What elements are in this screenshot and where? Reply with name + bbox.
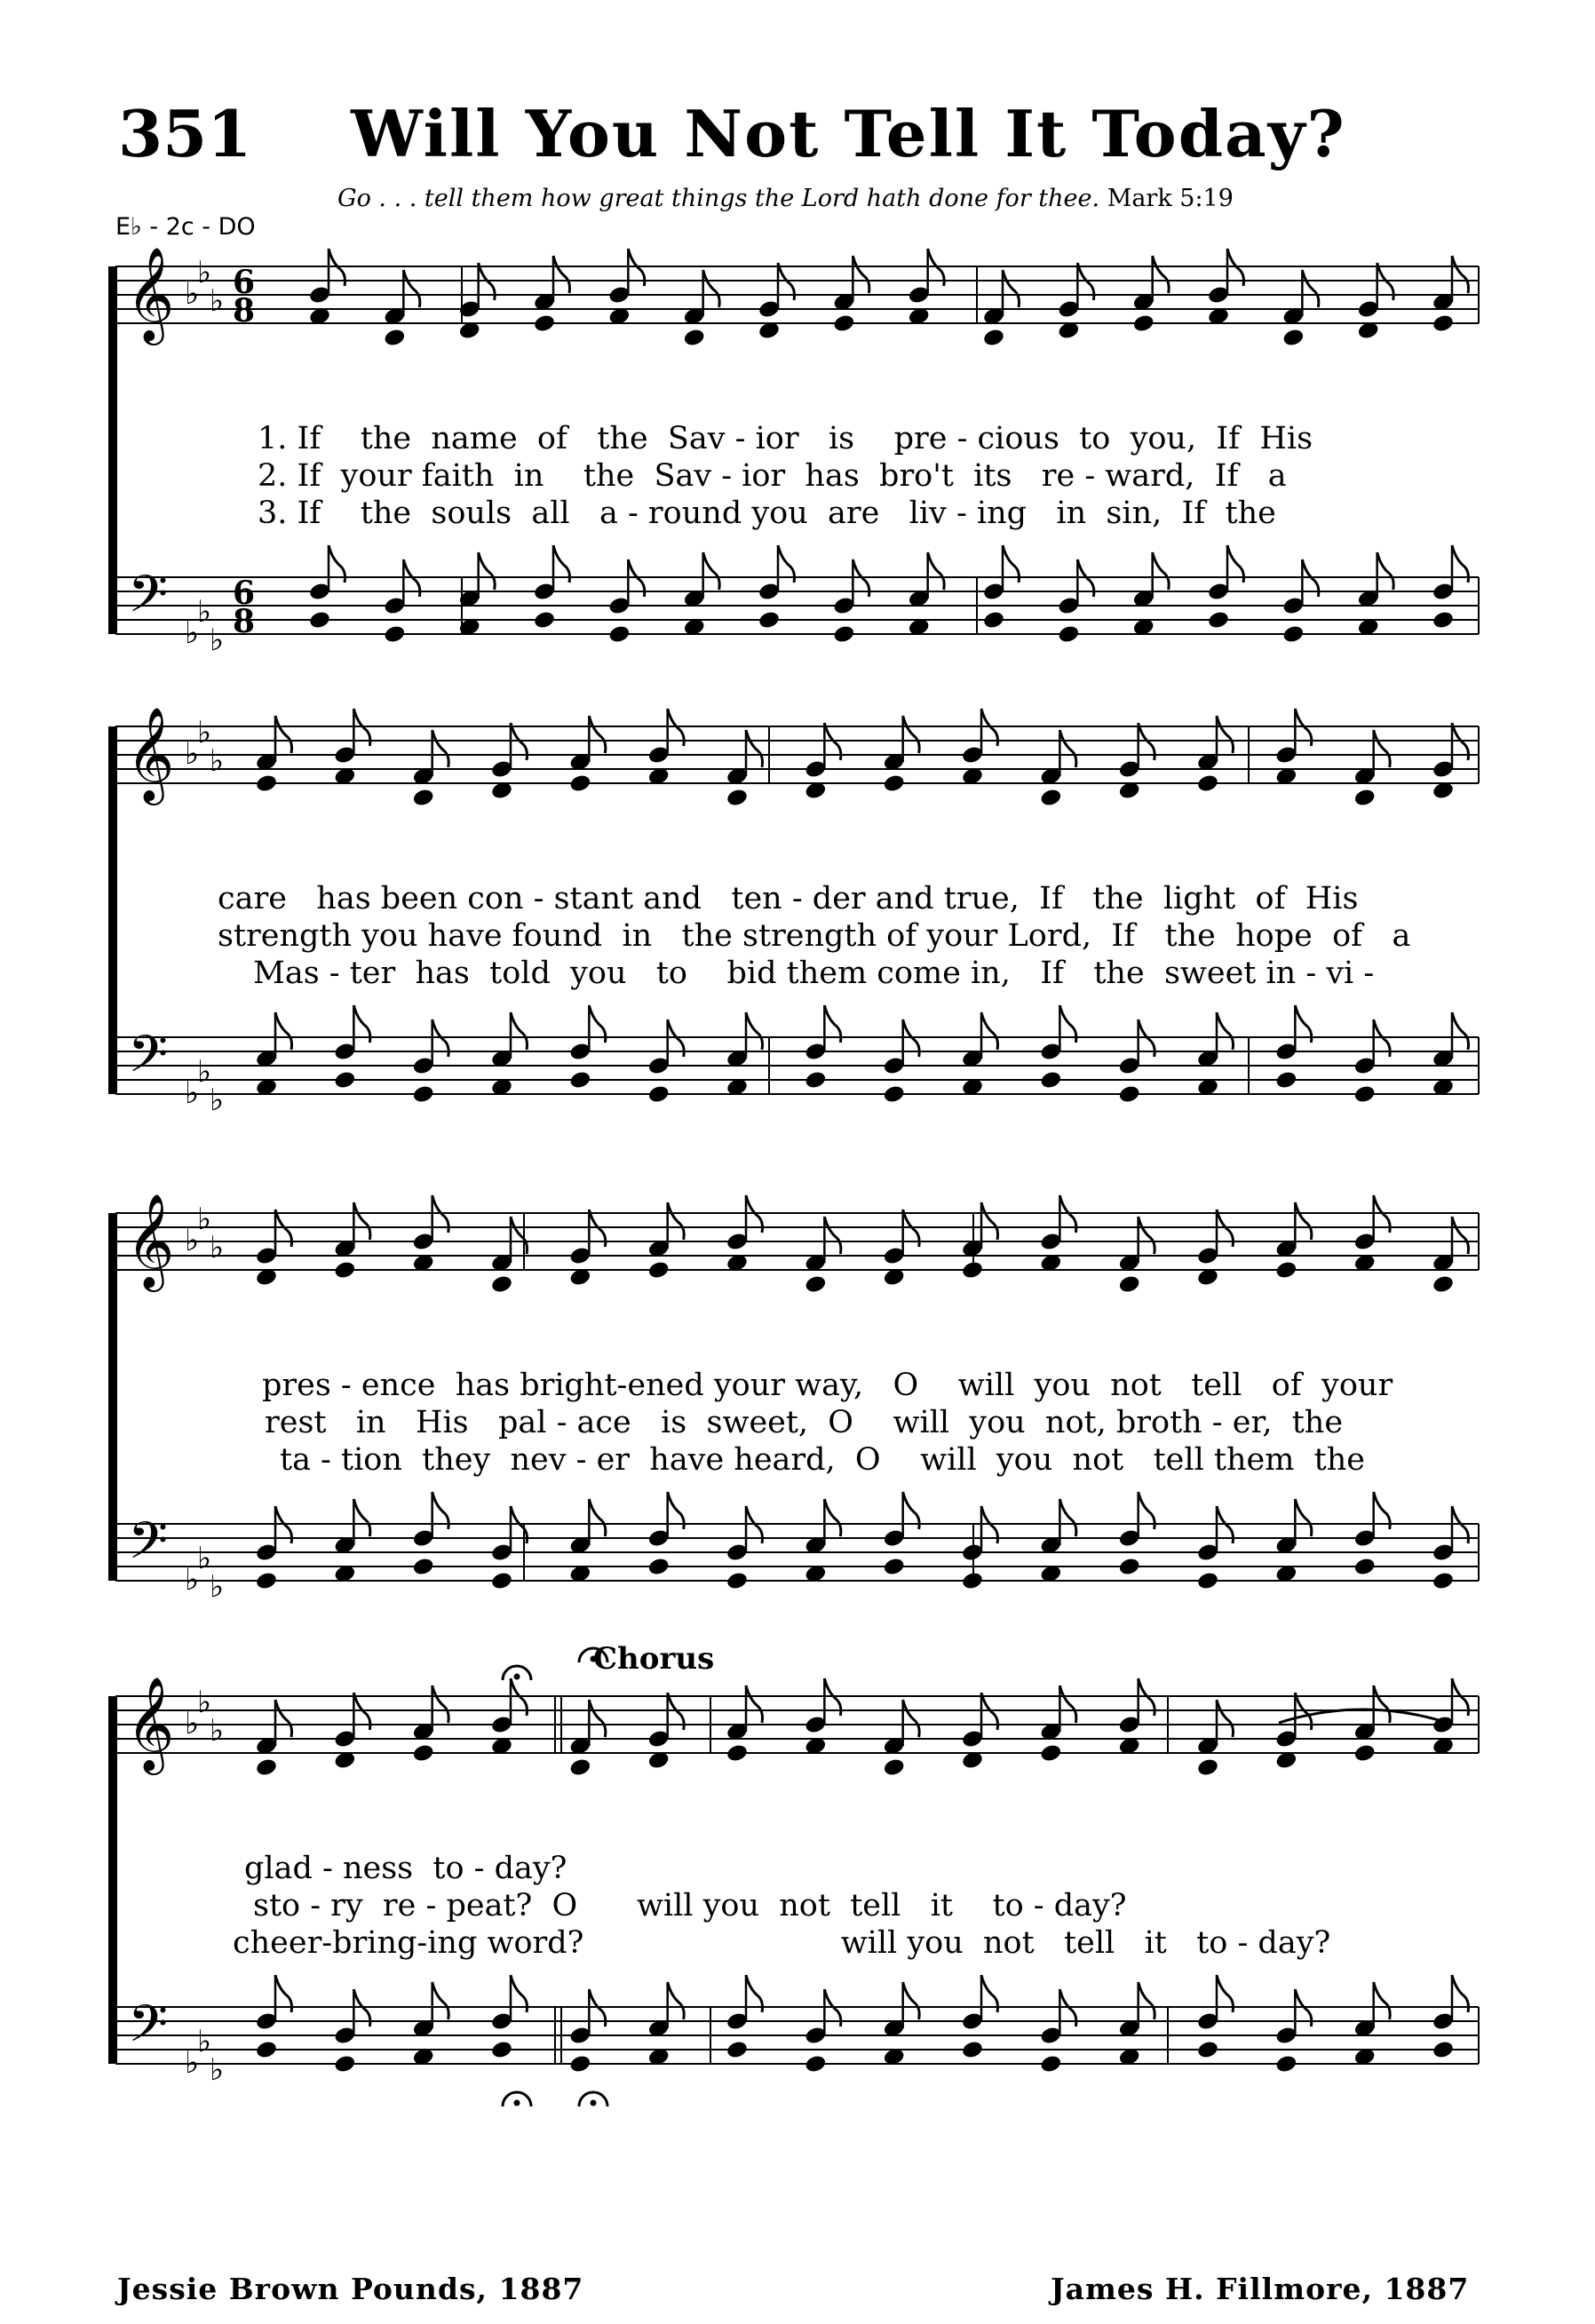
flat-sign: ♭	[197, 1054, 212, 1090]
flat-sign: ♭	[197, 1685, 212, 1720]
scripture-quote: Go . . . tell them how great things the Lord hath done for thee.	[337, 185, 1100, 212]
flat-sign: ♭	[185, 1223, 200, 1258]
treble-note	[1353, 1743, 1377, 1764]
note-flag	[432, 730, 449, 767]
treble-note	[982, 328, 1005, 348]
treble-note	[726, 1743, 749, 1764]
time-signature: 8	[233, 603, 256, 640]
note-flag	[1059, 1685, 1076, 1723]
treble-note	[1196, 773, 1219, 794]
bass-note	[726, 1571, 749, 1591]
flat-sign: ♭	[210, 623, 225, 658]
key-info: E♭ - 2c - DO	[115, 213, 256, 241]
hymn-title: Will You Not Tell It Today?	[351, 96, 1346, 171]
bass-note	[333, 1070, 356, 1091]
treble-note	[683, 328, 706, 348]
treble-note	[1039, 788, 1062, 808]
treble-note	[568, 773, 591, 794]
note-flag	[1452, 1217, 1469, 1254]
flat-sign: ♭	[210, 283, 225, 319]
bass-note	[490, 2040, 513, 2060]
treble-note	[255, 1757, 278, 1778]
note-flag	[1003, 270, 1020, 307]
bass-note	[412, 1084, 435, 1105]
bass-note	[1039, 1070, 1062, 1091]
treble-note	[832, 313, 855, 334]
bass-clef: 𝄢	[128, 1024, 169, 1097]
flat-sign: ♭	[197, 255, 212, 290]
scripture-reference: Mark 5:19	[1107, 185, 1234, 212]
flat-sign: ♭	[185, 1562, 200, 1598]
treble-note	[804, 1274, 827, 1295]
flat-sign: ♭	[197, 715, 212, 750]
note-flag	[1153, 256, 1170, 293]
note-flag	[275, 716, 292, 753]
bass-note	[1432, 610, 1455, 631]
note-flag	[1059, 1499, 1076, 1536]
treble-note	[1282, 328, 1305, 348]
bass-note	[1353, 1084, 1377, 1105]
note-flag	[703, 270, 720, 307]
note-flag	[553, 256, 570, 293]
note-flag	[1377, 552, 1394, 590]
flat-sign: ♭	[197, 594, 212, 630]
lyric-line: Mas - ter has told you to bid them come in, If the sweet in - vi -	[253, 956, 1375, 991]
bass-note	[883, 1084, 906, 1105]
flat-sign: ♭	[185, 736, 200, 772]
note-flag	[1217, 1012, 1234, 1050]
note-flag	[1217, 716, 1234, 753]
treble-clef: 𝄞	[126, 706, 175, 801]
lyric-line: 2. If your faith in the Sav - ior has bro't its re - ward, If a	[258, 458, 1287, 494]
bass-note	[1274, 2054, 1297, 2074]
note-flag	[1217, 1700, 1234, 1737]
flat-sign: ♭	[210, 1713, 225, 1749]
treble-note	[883, 773, 906, 794]
note-flag	[824, 1217, 841, 1254]
treble-note	[533, 313, 556, 334]
bass-note	[1432, 1571, 1455, 1591]
note-flag	[1059, 730, 1076, 767]
fermata-icon	[514, 2100, 520, 2106]
treble-note	[412, 1743, 435, 1764]
bass-note	[726, 2040, 749, 2060]
treble-note	[412, 788, 435, 808]
bass-note	[308, 610, 331, 631]
bass-note	[255, 2040, 278, 2060]
bass-note	[883, 1557, 906, 1577]
lyric-line: sto - ry re - peat? O will you not tell it to - day?	[253, 1888, 1127, 1923]
time-signature: 8	[233, 292, 256, 329]
note-flag	[1452, 1012, 1469, 1050]
treble-note	[1118, 1274, 1141, 1295]
bass-note	[490, 1571, 513, 1591]
bass-note	[961, 1571, 984, 1591]
chorus-label: Chorus	[593, 1641, 715, 1677]
lyric-line: ta - tion they nev - er have heard, O will you not tell them the	[280, 1442, 1365, 1478]
bass-note	[647, 1557, 671, 1577]
note-flag	[589, 716, 606, 753]
note-flag	[275, 1012, 292, 1050]
bass-note	[832, 624, 855, 645]
bass-note	[1039, 2054, 1062, 2074]
note-flag	[824, 1499, 841, 1536]
composer-credit: James H. Fillmore, 1887	[1051, 2272, 1470, 2306]
treble-note	[1039, 1743, 1062, 1764]
note-flag	[746, 1685, 763, 1723]
bass-clef: 𝄢	[128, 564, 169, 637]
bass-note	[1118, 1084, 1141, 1105]
note-flag	[1153, 552, 1170, 590]
bass-note	[1274, 1070, 1297, 1091]
note-flag	[668, 1982, 685, 2019]
flat-sign: ♭	[185, 1075, 200, 1111]
note-flag	[1139, 1982, 1155, 2019]
note-flag	[1374, 730, 1391, 767]
lyric-line: rest in His pal - ace is sweet, O will you not, broth - er, the	[265, 1405, 1344, 1440]
treble-note	[490, 1274, 513, 1295]
note-flag	[1452, 256, 1469, 293]
note-flag	[275, 1700, 292, 1737]
flat-sign: ♭	[210, 1083, 225, 1118]
treble-note	[568, 1757, 591, 1778]
bass-note	[568, 1070, 591, 1091]
lyric-line: glad - ness to - day?	[244, 1851, 567, 1886]
note-flag	[1302, 270, 1319, 307]
note-flag	[1295, 1202, 1312, 1240]
note-flag	[403, 270, 420, 307]
flat-sign: ♭	[197, 1202, 212, 1237]
flat-sign: ♭	[197, 2024, 212, 2059]
flat-sign: ♭	[210, 2052, 225, 2088]
time-signature: 6	[233, 264, 256, 301]
note-flag	[1295, 1499, 1312, 1536]
bass-note	[533, 610, 556, 631]
flat-sign: ♭	[197, 1541, 212, 1576]
time-signature: 6	[233, 575, 256, 612]
note-flag	[1374, 1685, 1391, 1723]
bass-note	[383, 624, 406, 645]
treble-note	[383, 328, 406, 348]
bass-note	[982, 610, 1005, 631]
note-flag	[703, 552, 720, 590]
treble-note	[1432, 313, 1455, 334]
note-flag	[903, 1982, 920, 2019]
treble-note	[961, 1260, 984, 1281]
note-flag	[981, 1202, 998, 1240]
bass-note	[758, 610, 781, 631]
lyric-line: 1. If the name of the Sav - ior is pre - cious to you, If His	[258, 421, 1313, 456]
fermata-icon	[514, 1674, 520, 1680]
bass-note	[804, 2054, 827, 2074]
note-flag	[353, 1499, 370, 1536]
note-flag	[853, 256, 869, 293]
bass-note	[1282, 624, 1305, 645]
bass-clef: 𝄢	[128, 1511, 169, 1583]
bass-note	[568, 2054, 591, 2074]
note-flag	[432, 1982, 449, 2019]
bass-note	[412, 1557, 435, 1577]
bass-note	[647, 1084, 671, 1105]
treble-note	[726, 788, 749, 808]
fermata-icon	[591, 2100, 597, 2106]
bass-note	[255, 1571, 278, 1591]
treble-clef: 𝄞	[126, 1193, 175, 1288]
bass-note	[333, 2054, 356, 2074]
note-flag	[479, 552, 496, 590]
lyricist-credit: Jessie Brown Pounds, 1887	[117, 2272, 584, 2306]
bass-clef: 𝄢	[128, 1994, 169, 2066]
treble-note	[1432, 1274, 1455, 1295]
note-flag	[589, 1700, 606, 1737]
bass-note	[1353, 1557, 1377, 1577]
note-flag	[981, 1012, 998, 1050]
lyric-line: pres - ence has bright-ened your way, O will you not tell of your	[262, 1368, 1393, 1403]
treble-note	[255, 773, 278, 794]
flat-sign: ♭	[210, 1569, 225, 1605]
treble-note	[1132, 313, 1155, 334]
note-flag	[746, 730, 763, 767]
treble-note	[1274, 1260, 1297, 1281]
flat-sign: ♭	[185, 276, 200, 312]
note-flag	[511, 1012, 528, 1050]
bass-note	[1207, 610, 1230, 631]
treble-note	[1196, 1757, 1219, 1778]
treble-clef: 𝄞	[126, 246, 175, 341]
flat-sign: ♭	[210, 743, 225, 779]
treble-clef: 𝄞	[126, 1676, 175, 1771]
flat-sign: ♭	[185, 2045, 200, 2081]
note-flag	[903, 1700, 920, 1737]
bass-note	[1432, 2040, 1455, 2060]
flat-sign: ♭	[210, 1230, 225, 1265]
note-flag	[746, 1012, 763, 1050]
bass-note	[1057, 624, 1080, 645]
treble-note	[333, 1260, 356, 1281]
bass-note	[961, 2040, 984, 2060]
flat-sign: ♭	[185, 615, 200, 651]
hymn-number: 351	[118, 96, 252, 171]
lyric-line: 3. If the souls all a - round you are liv - ing in sin, If the	[258, 496, 1276, 531]
bass-note	[607, 624, 631, 645]
bass-note	[1196, 1571, 1219, 1591]
lyric-line: cheer-bring-ing word? will you not tell it to - day?	[233, 1925, 1331, 1961]
bass-note	[1118, 1557, 1141, 1577]
note-flag	[903, 716, 920, 753]
note-flag	[353, 1202, 370, 1240]
note-flag	[668, 1202, 685, 1240]
treble-note	[647, 1260, 671, 1281]
bass-note	[1196, 2040, 1219, 2060]
flat-sign: ♭	[185, 1706, 200, 1741]
note-flag	[1374, 1982, 1391, 2019]
note-flag	[432, 1685, 449, 1723]
treble-note	[883, 1757, 906, 1778]
note-flag	[928, 552, 945, 590]
treble-note	[1353, 788, 1377, 808]
bass-note	[804, 1070, 827, 1091]
note-flag	[1139, 1217, 1155, 1254]
note-flag	[589, 1499, 606, 1536]
lyric-line: care has been con - stant and ten - der and true, If the light of His	[218, 881, 1359, 916]
lyric-line: strength you have found in the strength of your Lord, If the hope of a	[218, 918, 1411, 954]
